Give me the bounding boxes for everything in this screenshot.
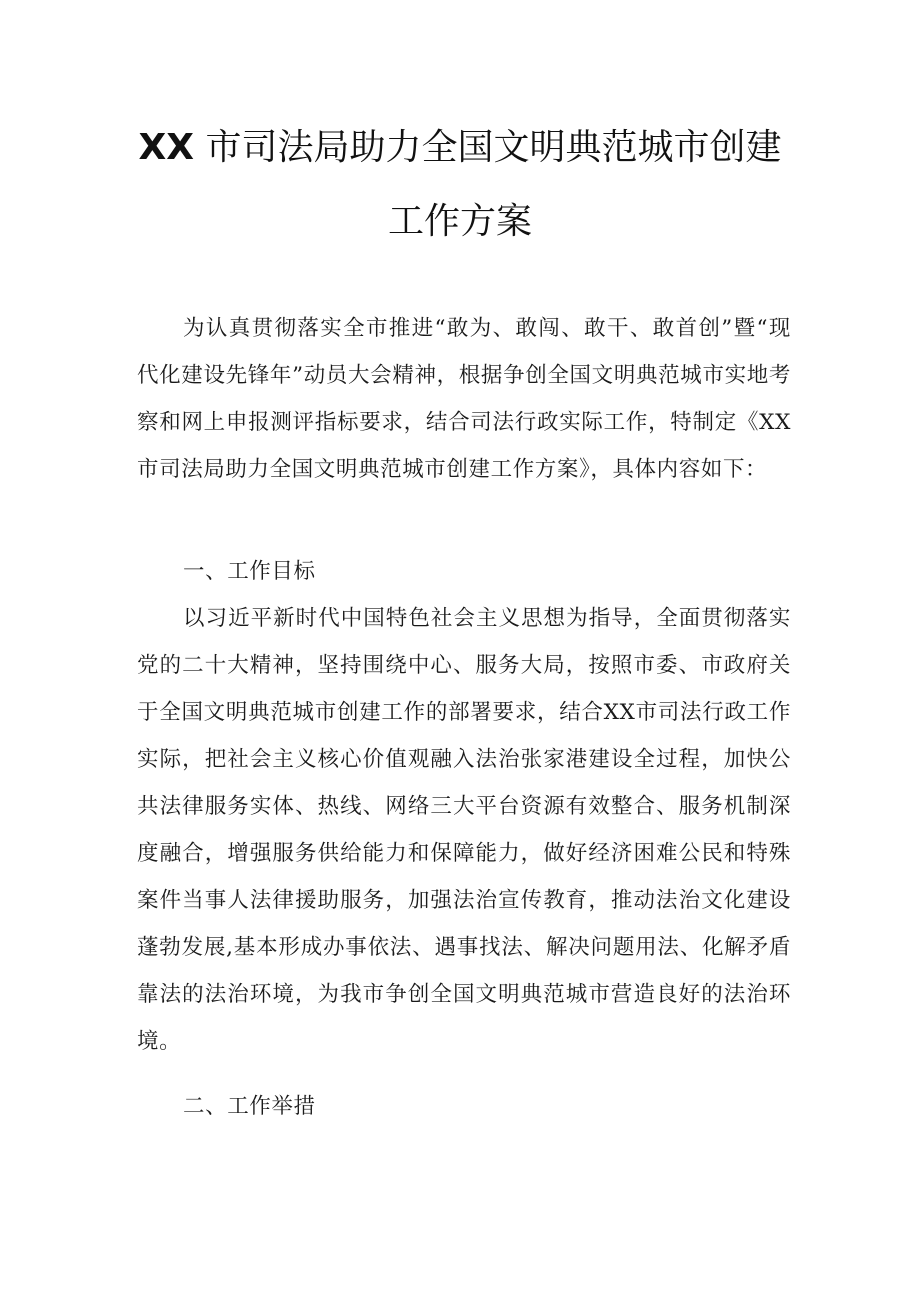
- title-main: 市司法局助力全国文明典范城市创建: [205, 127, 782, 168]
- intro-paragraph: 为认真贯彻落实全市推进“敢为、敢闯、敢干、敢首创”暨“现代化建设先锋年”动员大会精神，根据争创全国文明典范城市实地考察和网上申报测评指标要求，结合司法行政实际工作，特制定《XX市司法局助力全国文明典范城市创建工作方案》，具体内容如下：: [137, 316, 791, 482]
- document-title-line-2: 工作方案: [387, 201, 532, 242]
- document-title-line-1: [0, 128, 920, 168]
- goals-paragraph: 以习近平新时代中国特色社会主义思想为指导，全面贯彻落实党的二十大精神，坚持围绕中心、服务大局，按照市委、市政府关于全国文明典范城市创建工作的部署要求，结合XX市司法行政工作实际，把社会主义核心价值观融入法治张家港建设全过程，加快公共法律服务实体、热线、网络三大平台资源有效整合、服务机制深度融合，增强服务供给能力和保障能力，做好经济困难公民和特殊案件当事人法律援助服务，加强法治宣传教育，推动法治文化建设蓬勃发展,基本形成办事依法、遇事找法、解决问题用法、化解矛盾靠法的法治环境，为我市争创全国文明典范城市营造良好的法治环境。: [137, 606, 791, 1054]
- section-heading-measures: 二、工作举措: [183, 1094, 316, 1119]
- section-heading-goals: 一、工作目标: [183, 559, 316, 584]
- title-prefix: XX: [138, 127, 195, 168]
